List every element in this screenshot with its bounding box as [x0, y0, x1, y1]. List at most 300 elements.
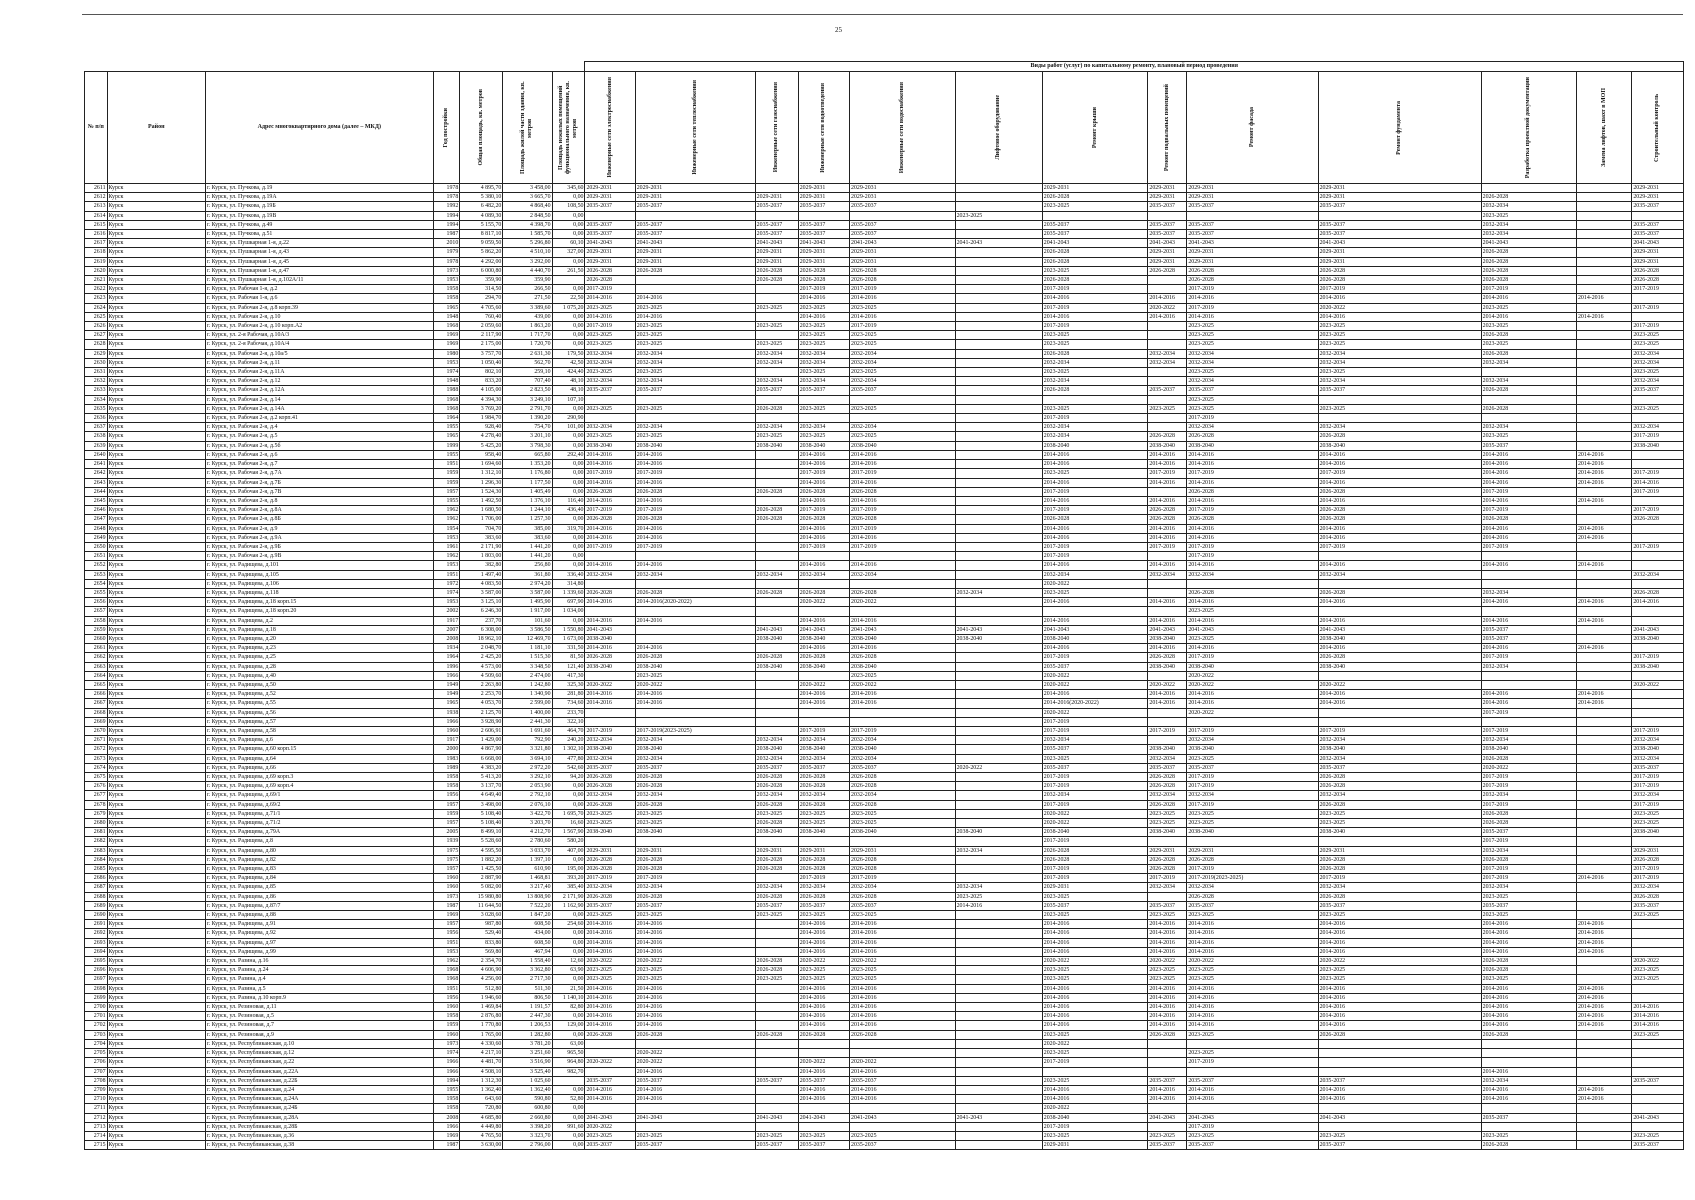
- table-cell: [955, 432, 1042, 441]
- table-cell: 2029-2031: [585, 257, 635, 266]
- table-cell: 2 048,70: [460, 644, 503, 653]
- table-cell: [755, 920, 798, 929]
- table-cell: 2026-2028: [1318, 800, 1481, 809]
- table-cell: 2017-2019: [1187, 303, 1318, 312]
- table-cell: 8 817,10: [460, 230, 503, 239]
- table-cell: 3 028,60: [460, 911, 503, 920]
- table-cell: Курск: [107, 616, 205, 625]
- table-row: [85, 423, 1684, 432]
- table-cell: 1958: [433, 1012, 460, 1021]
- table-cell: 2014-2016: [798, 984, 849, 993]
- table-row: [85, 819, 1684, 828]
- table-cell: 2038-2040: [585, 745, 635, 754]
- table-cell: 1 206,53: [503, 1021, 552, 1030]
- table-row: [85, 653, 1684, 662]
- table-cell: 0,00: [552, 478, 585, 487]
- table-cell: 314,50: [460, 285, 503, 294]
- table-cell: 1958: [433, 285, 460, 294]
- table-cell: 2017-2019(2023-2025): [635, 726, 755, 735]
- table-cell: 319,70: [552, 524, 585, 533]
- table-cell: 2023-2025: [1187, 634, 1318, 643]
- table-cell: г. Курск, ул. Радищева, д.79А: [205, 828, 433, 837]
- table-cell: 2035-2037: [850, 230, 956, 239]
- table-cell: [1481, 1122, 1576, 1131]
- table-cell: 2032-2034: [1318, 736, 1481, 745]
- table-cell: 2631: [85, 368, 108, 377]
- table-cell: 2035-2037: [755, 1141, 798, 1150]
- table-cell: 2014-2016: [850, 993, 956, 1002]
- table-cell: [955, 460, 1042, 469]
- table-cell: 2035-2037: [1042, 901, 1148, 910]
- table-cell: 2023-2025: [1148, 404, 1187, 413]
- table-cell: 336,40: [552, 570, 585, 579]
- table-cell: 2029-2031: [585, 193, 635, 202]
- table-cell: 2032-2034: [798, 883, 849, 892]
- table-cell: 2629: [85, 349, 108, 358]
- table-cell: 2017-2019: [1187, 865, 1318, 874]
- table-cell: Курск: [107, 625, 205, 634]
- table-cell: 2014-2016: [1148, 1012, 1187, 1021]
- table-cell: 2014-2016: [585, 460, 635, 469]
- table-cell: 1 720,70: [503, 340, 552, 349]
- table-cell: Курск: [107, 312, 205, 321]
- table-cell: 2032-2034: [1632, 791, 1684, 800]
- table-cell: 2017-2019: [585, 469, 635, 478]
- table-cell: 1949: [433, 690, 460, 699]
- table-cell: 2026-2028: [1148, 515, 1187, 524]
- table-cell: 2038-2040: [1042, 1113, 1148, 1122]
- table-cell: 2029-2031: [850, 248, 956, 257]
- table-cell: 2023-2025: [635, 966, 755, 975]
- table-cell: 2041-2043: [635, 239, 755, 248]
- table-cell: г. Курск, ул. Радищева, д.105: [205, 570, 433, 579]
- table-cell: 2017-2019: [1632, 782, 1684, 791]
- table-cell: г. Курск, ул. Рабочая 2-я, д.11А: [205, 368, 433, 377]
- table-cell: 2038-2040: [1187, 441, 1318, 450]
- table-cell: 2014-2016: [635, 1095, 755, 1104]
- table-cell: Курск: [107, 911, 205, 920]
- table-cell: 2026-2028: [585, 588, 635, 597]
- table-cell: 2026-2028: [1481, 515, 1576, 524]
- table-cell: 2032-2034: [635, 377, 755, 386]
- table-cell: 2 263,80: [460, 680, 503, 689]
- table-cell: [1148, 588, 1187, 597]
- table-cell: г. Курск, ул. Радищева, д.18: [205, 625, 433, 634]
- table-cell: 2023-2025: [1042, 340, 1148, 349]
- table-cell: г. Курск, ул. Пушкарная 1-я, д.22: [205, 239, 433, 248]
- table-cell: Курск: [107, 460, 205, 469]
- column-header: [1318, 72, 1481, 184]
- table-cell: [1576, 285, 1631, 294]
- table-cell: Курск: [107, 423, 205, 432]
- table-cell: 2026-2028: [850, 487, 956, 496]
- table-cell: 2023-2025: [850, 966, 956, 975]
- table-cell: 2014-2016: [1148, 993, 1187, 1002]
- table-cell: Курск: [107, 1131, 205, 1140]
- table-cell: 2014-2016: [1576, 1012, 1631, 1021]
- table-cell: 2038-2040: [1632, 441, 1684, 450]
- table-cell: 2041-2043: [1187, 625, 1318, 634]
- table-cell: [1187, 1104, 1318, 1113]
- table-cell: [1318, 1122, 1481, 1131]
- table-cell: Курск: [107, 819, 205, 828]
- table-cell: 610,90: [503, 865, 552, 874]
- table-cell: 2038-2040: [1481, 745, 1576, 754]
- table-cell: 2026-2028: [755, 506, 798, 515]
- table-cell: 2 171,90: [552, 892, 585, 901]
- table-row: [85, 202, 1684, 211]
- table-cell: [1042, 1067, 1148, 1076]
- table-cell: [955, 957, 1042, 966]
- table-cell: [1632, 984, 1684, 993]
- table-cell: 2038-2040: [755, 634, 798, 643]
- table-cell: 2026-2028: [798, 588, 849, 597]
- table-cell: 2029-2031: [1318, 193, 1481, 202]
- table-cell: 2017-2019: [798, 874, 849, 883]
- table-cell: 2023-2025: [850, 368, 956, 377]
- table-cell: г. Курск, ул. Рабочая 2-я, д.10: [205, 312, 433, 321]
- table-cell: [1481, 368, 1576, 377]
- table-header: [85, 62, 1684, 184]
- table-cell: 2035-2037: [1481, 634, 1576, 643]
- table-cell: [1576, 1104, 1631, 1113]
- table-cell: 2014-2016: [1576, 984, 1631, 993]
- table-cell: [1318, 552, 1481, 561]
- table-cell: 2032-2034: [585, 423, 635, 432]
- table-cell: 3 137,70: [460, 782, 503, 791]
- table-cell: 1953: [433, 561, 460, 570]
- table-cell: 2017-2019: [1318, 874, 1481, 883]
- table-cell: 2026-2028: [1187, 266, 1318, 275]
- table-cell: [850, 414, 956, 423]
- table-row: [85, 680, 1684, 689]
- table-cell: [1148, 552, 1187, 561]
- table-cell: 2035-2037: [755, 1076, 798, 1085]
- table-cell: 2017-2019: [1148, 469, 1187, 478]
- table-cell: 2641: [85, 460, 108, 469]
- table-cell: Курск: [107, 358, 205, 367]
- table-cell: [755, 726, 798, 735]
- table-cell: 5 108,40: [460, 819, 503, 828]
- table-cell: 2017-2019: [1187, 782, 1318, 791]
- table-cell: [1576, 506, 1631, 515]
- table-cell: г. Курск, ул. Пушкарная 1-я, д.45: [205, 257, 433, 266]
- table-cell: 2026-2028: [1318, 653, 1481, 662]
- table-cell: г. Курск, ул. Радищева, д.20: [205, 634, 433, 643]
- table-cell: [955, 322, 1042, 331]
- table-cell: [1576, 441, 1631, 450]
- table-cell: Курск: [107, 1104, 205, 1113]
- table-cell: [1576, 579, 1631, 588]
- table-cell: 2026-2028: [585, 782, 635, 791]
- table-cell: [1632, 496, 1684, 505]
- table-cell: [1576, 211, 1631, 220]
- table-cell: [552, 276, 585, 285]
- table-cell: 2017-2019: [1042, 1058, 1148, 1067]
- table-cell: 2035-2037: [798, 202, 849, 211]
- table-cell: 2014-2016: [1632, 1012, 1684, 1021]
- table-cell: 383,60: [460, 533, 503, 542]
- table-cell: 2029-2031: [585, 184, 635, 193]
- table-cell: 2032-2034: [850, 883, 956, 892]
- table-cell: 2014-2016: [1318, 1021, 1481, 1030]
- table-cell: 2 447,30: [503, 1012, 552, 1021]
- table-cell: 2023-2025: [585, 303, 635, 312]
- table-cell: 2038-2040: [755, 441, 798, 450]
- table-cell: г. Курск, ул. Рабочая 2-я, д.7А: [205, 469, 433, 478]
- table-cell: 2014-2016: [1187, 938, 1318, 947]
- table-cell: г. Курск, ул. Республиканская, д.22: [205, 1058, 433, 1067]
- table-cell: 2041-2043: [1187, 1113, 1318, 1122]
- table-cell: 2702: [85, 1021, 108, 1030]
- table-cell: 2026-2028: [1481, 276, 1576, 285]
- table-cell: 3 348,50: [503, 662, 552, 671]
- table-cell: 2023-2025: [1042, 368, 1148, 377]
- table-cell: [955, 607, 1042, 616]
- table-cell: Курск: [107, 542, 205, 551]
- table-cell: 2023-2025: [1318, 911, 1481, 920]
- table-cell: 3 033,70: [503, 846, 552, 855]
- table-cell: 2023-2025: [1042, 754, 1148, 763]
- table-cell: 2014-2016: [1318, 690, 1481, 699]
- table-cell: 2014-2016: [1576, 929, 1631, 938]
- table-cell: [635, 717, 755, 726]
- table-cell: [635, 625, 755, 634]
- table-cell: 1 302,10: [552, 745, 585, 754]
- table-cell: 266,50: [503, 285, 552, 294]
- table-cell: 2014-2016: [1576, 644, 1631, 653]
- table-cell: 2020-2022: [1042, 579, 1148, 588]
- table-cell: [850, 717, 956, 726]
- table-cell: 2014-2016: [1576, 1085, 1631, 1094]
- table-cell: 2017-2019: [1042, 1122, 1148, 1131]
- table-cell: [850, 1122, 956, 1131]
- table-cell: 2026-2028: [635, 653, 755, 662]
- table-cell: 2014-2016: [850, 644, 956, 653]
- table-cell: 2020-2022: [635, 680, 755, 689]
- table-cell: 2014-2016: [585, 478, 635, 487]
- table-cell: [955, 542, 1042, 551]
- table-cell: 2014-2016: [585, 644, 635, 653]
- table-cell: 1917: [433, 736, 460, 745]
- table-cell: 2014-2016: [850, 294, 956, 303]
- table-cell: 0,00: [552, 404, 585, 413]
- table-cell: 511,30: [503, 984, 552, 993]
- table-cell: [585, 1049, 635, 1058]
- table-cell: 2020-2022: [585, 957, 635, 966]
- table-cell: 2642: [85, 469, 108, 478]
- table-cell: 2023-2025: [1187, 368, 1318, 377]
- table-cell: 2041-2043: [850, 239, 956, 248]
- table-cell: 2026-2028: [1148, 653, 1187, 662]
- table-cell: 1 257,30: [503, 515, 552, 524]
- table-row: [85, 1085, 1684, 1094]
- table-cell: 5 380,10: [460, 193, 503, 202]
- table-cell: 2035-2037: [1632, 901, 1684, 910]
- table-cell: 2029-2031: [1148, 184, 1187, 193]
- table-cell: 2029-2031: [585, 846, 635, 855]
- table-cell: 2026-2028: [1481, 257, 1576, 266]
- table-cell: 2020-2022: [1481, 763, 1576, 772]
- table-cell: [955, 1085, 1042, 1094]
- table-cell: [955, 1122, 1042, 1131]
- table-cell: 2014-2016: [1187, 699, 1318, 708]
- table-cell: 240,20: [552, 736, 585, 745]
- table-cell: [955, 368, 1042, 377]
- table-cell: 2014-2016: [1576, 874, 1631, 883]
- table-cell: 2014-2016: [1187, 524, 1318, 533]
- table-cell: 2014-2016: [1187, 1012, 1318, 1021]
- table-cell: 0,00: [552, 975, 585, 984]
- table-cell: 464,70: [552, 726, 585, 735]
- table-cell: [1632, 644, 1684, 653]
- table-cell: 2014-2016: [1187, 312, 1318, 321]
- table-row: [85, 855, 1684, 864]
- table-cell: г. Курск, ул. Радищева, д.88: [205, 911, 433, 920]
- table-cell: 2035-2037: [1042, 745, 1148, 754]
- table-cell: 2 354,70: [460, 957, 503, 966]
- table-cell: 1 244,10: [503, 506, 552, 515]
- table-cell: 2023-2025: [798, 432, 849, 441]
- table-cell: г. Курск, ул. Рабочая 2-я, д.5б: [205, 441, 433, 450]
- table-cell: 2026-2028: [798, 276, 849, 285]
- table-cell: 2704: [85, 1039, 108, 1048]
- table-cell: 2020-2022: [1042, 957, 1148, 966]
- table-cell: 2014-2016: [1576, 524, 1631, 533]
- table-cell: Курск: [107, 865, 205, 874]
- table-cell: [1481, 680, 1576, 689]
- table-cell: 590,80: [503, 1095, 552, 1104]
- table-row: [85, 846, 1684, 855]
- table-cell: 2041-2043: [635, 1113, 755, 1122]
- table-cell: 2026-2028: [585, 515, 635, 524]
- table-cell: 2029-2031: [635, 184, 755, 193]
- table-cell: 2 887,90: [460, 874, 503, 883]
- table-cell: 2014-2016: [635, 1021, 755, 1030]
- table-cell: 2014-2016: [798, 1095, 849, 1104]
- table-cell: Курск: [107, 257, 205, 266]
- table-row: [85, 947, 1684, 956]
- table-cell: 2032-2034: [1481, 588, 1576, 597]
- table-cell: [1576, 800, 1631, 809]
- table-cell: Курск: [107, 193, 205, 202]
- table-cell: г. Курск, ул. 2-я Рабочая, д.10А/3: [205, 331, 433, 340]
- table-cell: 1 882,20: [460, 855, 503, 864]
- table-cell: 2032-2034: [1481, 202, 1576, 211]
- table-cell: [798, 552, 849, 561]
- table-cell: 2032-2034: [1042, 358, 1148, 367]
- table-cell: 2035-2037: [585, 1076, 635, 1085]
- table-cell: 2014-2016: [1042, 1012, 1148, 1021]
- table-cell: 2014-2016: [798, 478, 849, 487]
- table-cell: 2696: [85, 966, 108, 975]
- table-cell: 2672: [85, 745, 108, 754]
- table-cell: [1576, 846, 1631, 855]
- table-cell: 2041-2043: [1318, 1113, 1481, 1122]
- table-cell: [635, 708, 755, 717]
- table-row: [85, 257, 1684, 266]
- table-cell: 1 425,50: [460, 865, 503, 874]
- table-cell: 2017-2019: [585, 322, 635, 331]
- table-cell: 2026-2028: [585, 892, 635, 901]
- table-cell: 2026-2028: [1148, 800, 1187, 809]
- table-cell: 2014-2016: [1576, 469, 1631, 478]
- table-cell: 1966: [433, 671, 460, 680]
- table-cell: 2023-2025: [585, 1131, 635, 1140]
- table-cell: 2035-2037: [755, 202, 798, 211]
- table-cell: 1969: [433, 911, 460, 920]
- column-header-label: Год постройки: [442, 107, 449, 148]
- table-cell: [1481, 552, 1576, 561]
- table-cell: 2014-2016: [1148, 929, 1187, 938]
- table-cell: 2014-2016: [1632, 478, 1684, 487]
- table-cell: 2032-2034: [1148, 754, 1187, 763]
- table-cell: [1576, 625, 1631, 634]
- table-cell: Курск: [107, 377, 205, 386]
- table-cell: 2627: [85, 331, 108, 340]
- table-cell: 2023-2025: [635, 404, 755, 413]
- table-cell: [955, 736, 1042, 745]
- table-cell: Курск: [107, 506, 205, 515]
- table-cell: 2023-2025: [798, 911, 849, 920]
- table-cell: 2014-2016: [1318, 699, 1481, 708]
- table-cell: 3 587,00: [503, 588, 552, 597]
- table-cell: г. Курск, ул. Рабочая 2-я, д.10а/5: [205, 349, 433, 358]
- table-cell: 608,50: [503, 938, 552, 947]
- table-cell: 2032-2034: [635, 754, 755, 763]
- table-cell: 2 848,50: [503, 211, 552, 220]
- table-cell: 2041-2043: [1632, 625, 1684, 634]
- table-cell: 3 203,70: [503, 819, 552, 828]
- table-cell: 15 980,80: [460, 892, 503, 901]
- table-row: [85, 865, 1684, 874]
- table-cell: Курск: [107, 441, 205, 450]
- table-cell: 1 312,30: [460, 1076, 503, 1085]
- table-cell: Курск: [107, 644, 205, 653]
- table-cell: Курск: [107, 349, 205, 358]
- table-cell: 2041-2043: [1148, 625, 1187, 634]
- table-cell: [798, 708, 849, 717]
- table-cell: [798, 717, 849, 726]
- table-cell: [955, 773, 1042, 782]
- table-cell: 2023-2025: [1632, 404, 1684, 413]
- table-cell: [955, 1012, 1042, 1021]
- table-cell: 2620: [85, 266, 108, 275]
- table-cell: 2014-2016: [1576, 1021, 1631, 1030]
- table-cell: 4 508,10: [460, 1067, 503, 1076]
- table-cell: 2023-2025: [635, 368, 755, 377]
- table-cell: [1318, 395, 1481, 404]
- table-cell: 2017-2019: [798, 469, 849, 478]
- table-cell: 2041-2043: [755, 1113, 798, 1122]
- table-cell: 2023-2025: [755, 1131, 798, 1140]
- table-cell: 2014-2016: [798, 450, 849, 459]
- table-cell: [755, 561, 798, 570]
- table-cell: 1975: [433, 855, 460, 864]
- table-cell: 2017-2019: [1042, 303, 1148, 312]
- table-cell: [955, 496, 1042, 505]
- table-cell: [755, 1003, 798, 1012]
- table-cell: г. Курск, ул. Радищева, д.97: [205, 938, 433, 947]
- table-cell: Курск: [107, 570, 205, 579]
- table-cell: 1962: [433, 506, 460, 515]
- table-cell: 2026-2028: [1632, 266, 1684, 275]
- table-cell: [585, 579, 635, 588]
- table-cell: 2026-2028: [755, 773, 798, 782]
- table-cell: 2659: [85, 625, 108, 634]
- table-cell: [798, 1104, 849, 1113]
- table-cell: 0,00: [552, 542, 585, 551]
